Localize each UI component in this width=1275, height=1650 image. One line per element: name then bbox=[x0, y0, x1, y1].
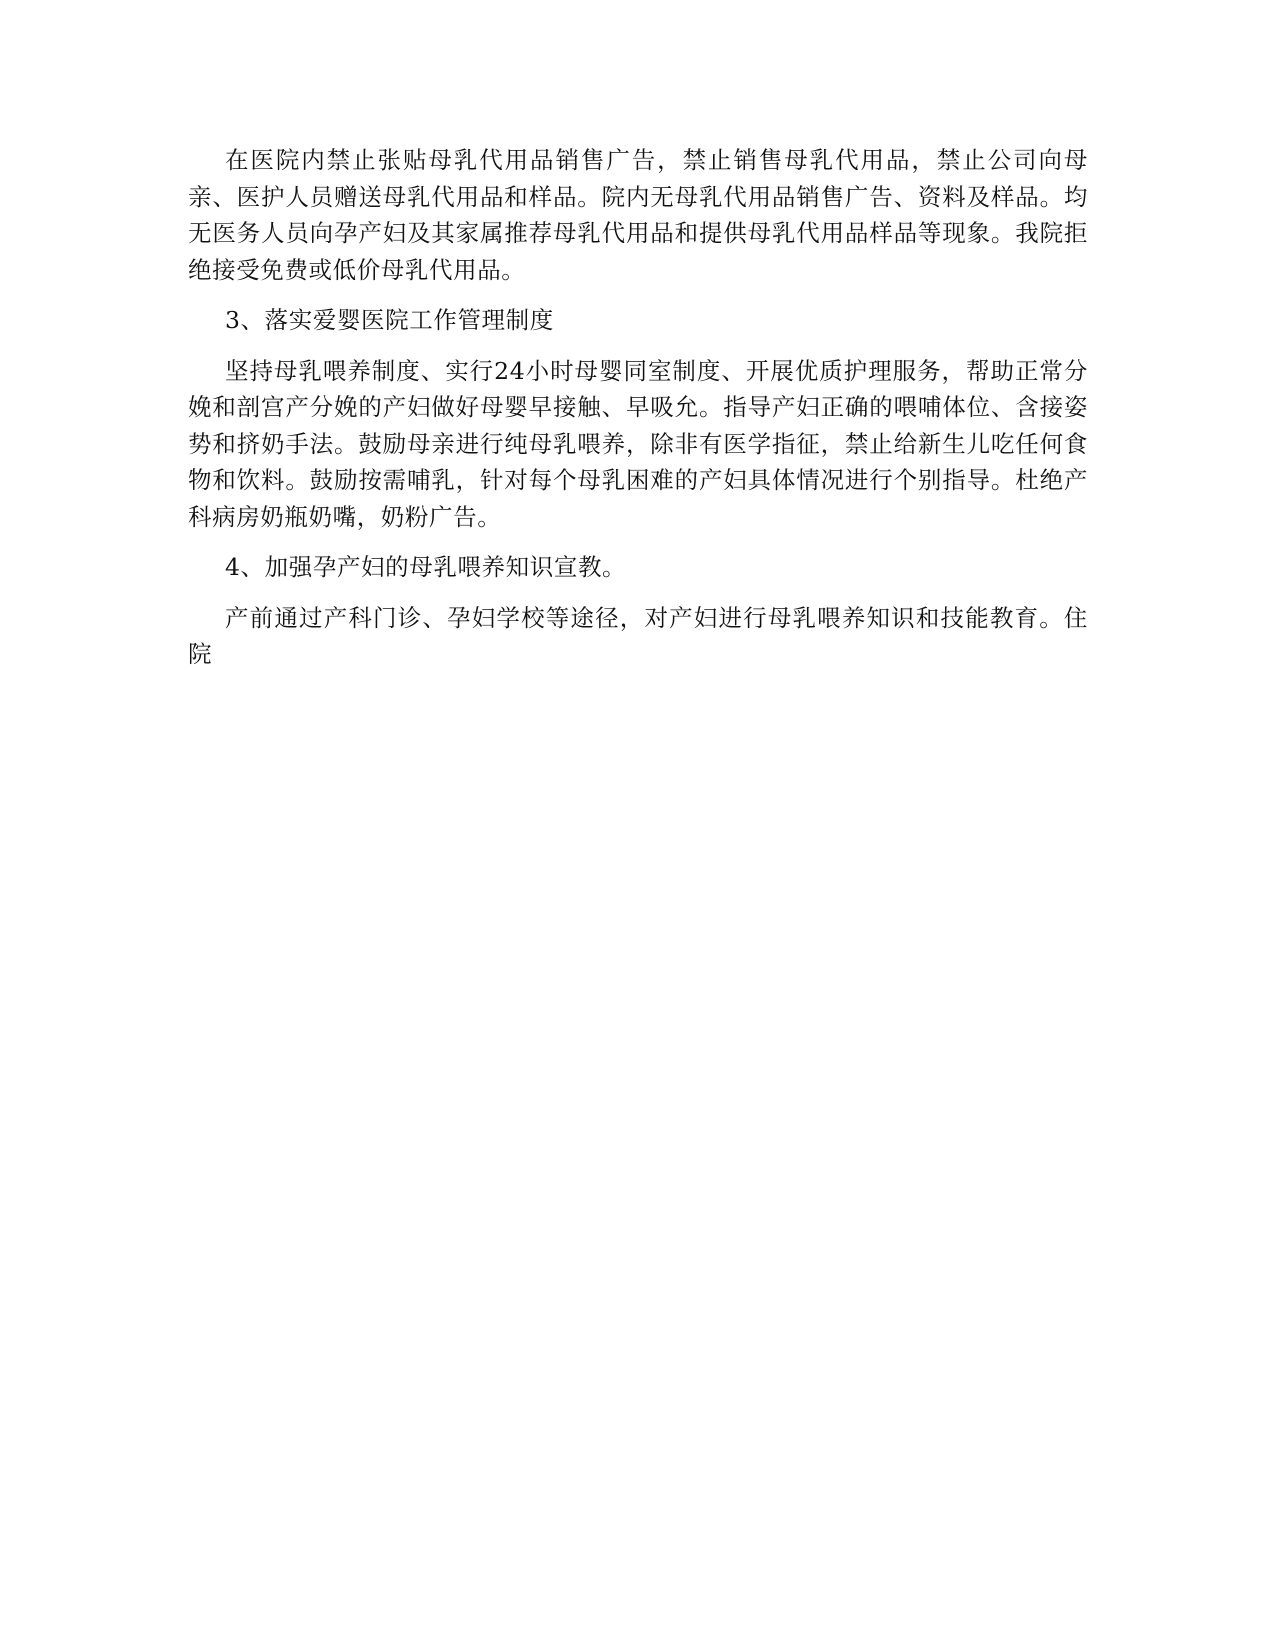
paragraph-prenatal-education: 产前通过产科门诊、孕妇学校等途径，对产妇进行母乳喂养知识和技能教育。住院 bbox=[188, 603, 1088, 668]
paragraph-baby-friendly-management: 坚持母乳喂养制度、实行24小时母婴同室制度、开展优质护理服务，帮助正常分娩和剖宫产分娩的产妇做好母婴早接触、早吸允。指导产妇正确的喂哺体位、含接姿势和挤奶手法。鼓励母亲进行纯母乳喂养，除非有医学指征，禁止给新生儿吃任何食物和饮料。鼓励按需哺乳，针对每个母乳困难的产妇具体情况进行个别指导。杜绝产科病房奶瓶奶嘴，奶粉广告。 bbox=[188, 356, 1088, 531]
section-heading-3: 3、落实爱婴医院工作管理制度 bbox=[225, 306, 554, 334]
document-body bbox=[188, 142, 1088, 687]
paragraph-no-formula-promotion: 在医院内禁止张贴母乳代用品销售广告，禁止销售母乳代用品，禁止公司向母亲、医护人员赠送母乳代用品和样品。院内无母乳代用品销售广告、资料及样品。均无医务人员向孕产妇及其家属推荐母乳代用品和提供母乳代用品样品等现象。我院拒绝接受免费或低价母乳代用品。 bbox=[188, 146, 1088, 284]
section-heading-4: 4、加强孕产妇的母乳喂养知识宣教。 bbox=[225, 553, 627, 581]
